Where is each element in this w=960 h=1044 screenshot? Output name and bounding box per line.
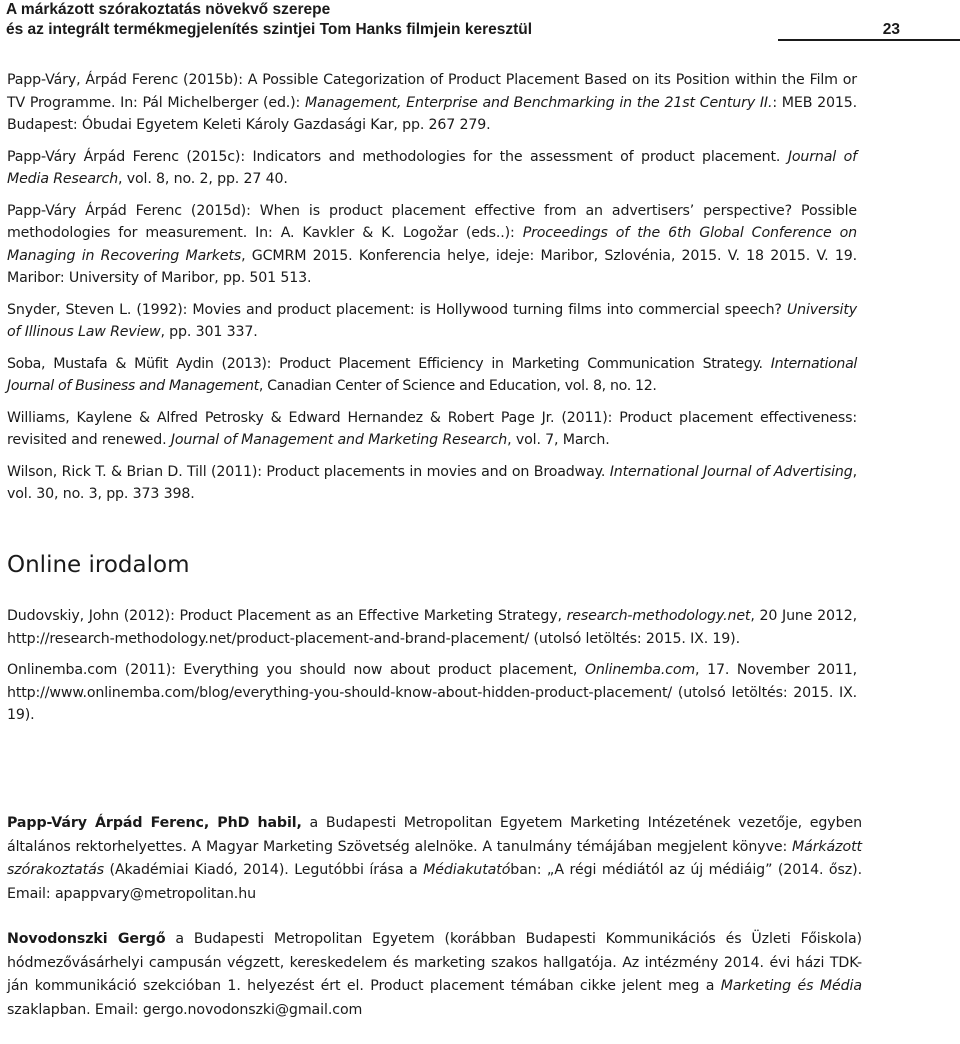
reference-text: , vol. 8, no. 2, pp. 27 40. (118, 171, 288, 187)
header-title-line1: A márkázott szórakoztatás növekvő szerepe (6, 1, 331, 18)
reference-entry (7, 146, 857, 191)
page-number: 23 (882, 21, 900, 38)
reference-italic: research-methodology.net (566, 608, 751, 624)
header-title-line2: és az integrált termékmegjelenítés szintjei Tom Hanks filmjein keresztül (6, 21, 533, 38)
reference-italic: International Journal of Business and Management (7, 355, 857, 394)
author-name: Papp-Váry Árpád Ferenc, PhD habil, (7, 815, 302, 831)
bio-text: a Budapesti Metropolitan Egyetem (korábban Budapesti Kommunikációs és Üzleti Főiskola) hódmezővásárhelyi campusán végzett, kereskedelem és marketing szakos hallgatója. Az intézmény 2014. évi házi TDK-ján kommunikáció szekcióban 1. helyezést ért el. Product placement témában cikke jelent meg a (7, 931, 862, 994)
reference-text: Papp-Váry Árpád Ferenc (2015d): When is product placement effective from an advertisers’ perspective? Possible methodologies for measurement. In: A. Kavkler & K. Logožar (eds..): (7, 202, 857, 241)
author-bio (7, 812, 862, 906)
reference-entry (7, 461, 857, 506)
bio-text: (Akadémiai Kiadó, 2014). Legutóbbi írása a (104, 862, 424, 878)
reference-italic: University of Illinous Law Review (7, 301, 857, 340)
reference-entry (7, 69, 857, 137)
reference-text: , 17. November 2011, http://www.onlinemba.com/blog/everything-you-should-know-about-hidden-product-placement/ (utolsó letöltés: 2015. IX. 19). (7, 662, 857, 723)
reference-italic: Proceedings of the 6th Global Conference on Managing in Recovering Markets (7, 225, 857, 264)
author-bios (7, 812, 862, 1044)
author-name: Novodonszki Gergő (7, 931, 166, 947)
reference-text: Snyder, Steven L. (1992): Movies and product placement: is Hollywood turning films into commercial speech? (7, 301, 787, 318)
reference-italic: Journal of Media Research (7, 148, 857, 187)
reference-text: Dudovskiy, John (2012): Product Placement as an Effective Marketing Strategy, (7, 608, 567, 624)
online-reference-entry (7, 605, 857, 650)
header-rule (778, 39, 960, 41)
bio-italic: Márkázott szórakoztatás (7, 838, 862, 878)
reference-text: Wilson, Rick T. & Brian D. Till (2011): Product placements in movies and on Broadway. (7, 463, 610, 480)
reference-italic: Journal of Management and Marketing Research (170, 432, 508, 448)
reference-text: Soba, Mustafa & Müfit Aydin (2013): Product Placement Efficiency in Marketing Communication Strategy. (7, 355, 771, 372)
reference-text: Williams, Kaylene & Alfred Petrosky & Edward Hernandez & Robert Page Jr. (2011): Product placement effectiveness: revisited and renewed. (7, 409, 857, 448)
reference-text: , vol. 30, no. 3, pp. 373 398. (7, 463, 857, 502)
reference-text: , pp. 301 337. (160, 324, 258, 340)
bio-italic: Marketing és Média (720, 978, 862, 994)
reference-text: , vol. 7, March. (507, 432, 610, 448)
bio-text: ban: „A régi médiától az új médiáig” (2014. ősz). Email: apappvary@metropolitan.hu (7, 862, 862, 902)
reference-entry (7, 299, 857, 344)
bio-text: szaklapban. Email: gergo.novodonszki@gmail.com (7, 1001, 363, 1018)
reference-list (7, 69, 857, 515)
reference-italic: Management, Enterprise and Benchmarking in the 21st Century II. (305, 94, 773, 111)
author-bio (7, 928, 862, 1022)
reference-entry (7, 407, 857, 452)
header-line2 (6, 20, 954, 40)
running-header (6, 0, 954, 40)
reference-italic: International Journal of Advertising (609, 463, 853, 480)
reference-text: , 20 June 2012, http://research-methodology.net/product-placement-and-brand-placement/ (utolsó letöltés: 2015. IX. 19). (7, 608, 857, 647)
reference-text: Papp-Váry, Árpád Ferenc (2015b): A Possible Categorization of Product Placement Based on its Position within the Film or TV Programme. In: Pál Michelberger (ed.): (7, 72, 857, 111)
section-heading: Online irodalom (7, 552, 190, 578)
reference-text: : MEB 2015. Budapest: Óbudai Egyetem Keleti Károly Gazdasági Kar, pp. 267 279. (7, 94, 857, 133)
reference-text: Papp-Váry Árpád Ferenc (2015c): Indicators and methodologies for the assessment of product placement. (7, 148, 788, 165)
online-reference-list (7, 605, 857, 736)
reference-entry (7, 353, 857, 398)
bio-text: a Budapesti Metropolitan Egyetem Marketing Intézetének vezetője, egyben általános rektorhelyettes. A Magyar Marketing Szövetség alelnöke. A tanulmány témájában megjelent könyve: (7, 815, 863, 855)
reference-text: , GCMRM 2015. Konferencia helye, ideje: Maribor, Szlovénia, 2015. V. 18 2015. V. 19. Maribor: University of Maribor, pp. 501 513. (7, 247, 857, 286)
bio-italic: Médiakutató (423, 862, 511, 878)
reference-italic: Onlinemba.com (584, 662, 696, 678)
reference-entry (7, 200, 857, 290)
reference-text: , Canadian Center of Science and Education, vol. 8, no. 12. (258, 378, 657, 394)
reference-text: Onlinemba.com (2011): Everything you should now about product placement, (7, 662, 585, 678)
online-reference-entry (7, 659, 857, 727)
